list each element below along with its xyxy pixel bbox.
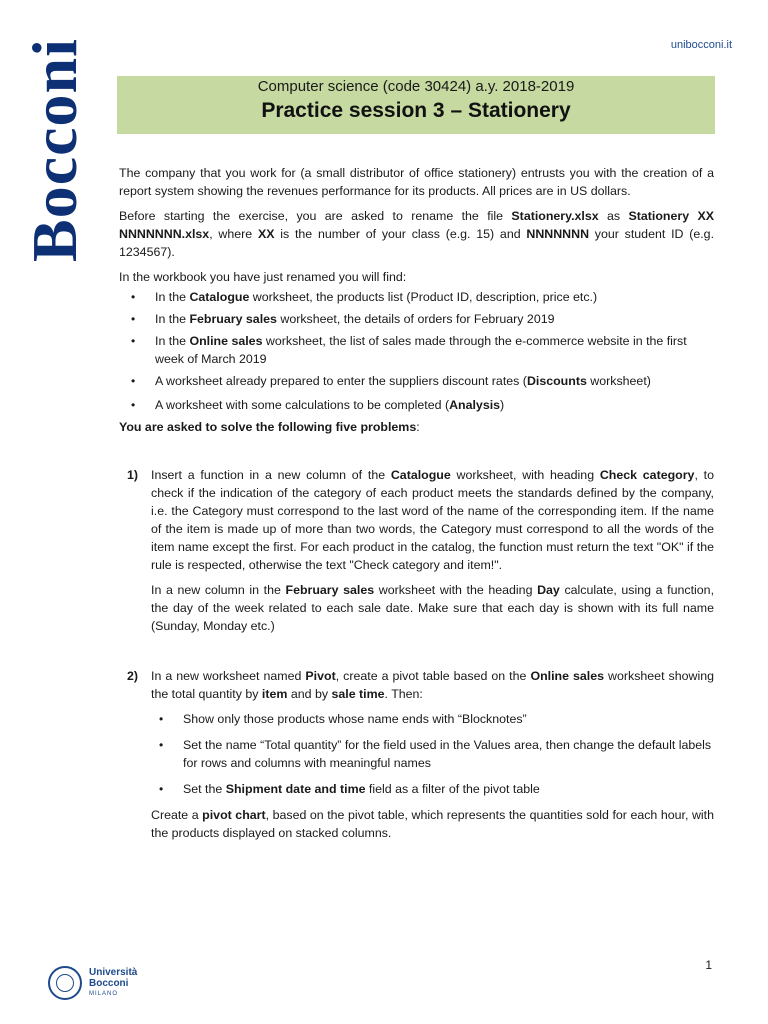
university-logo xyxy=(48,966,137,1000)
text: is the number of your class (e.g. 15) and xyxy=(274,227,527,241)
intro-paragraph-1: The company that you work for (a small distributor of office stationery) entrusts you with the creation of a report system showing the revenues performance for its products. All prices are in US dollars. xyxy=(119,166,714,198)
logo-line-3: MILANO xyxy=(89,990,119,997)
title-box xyxy=(117,76,715,134)
page-title: Practice session 3 – Stationery xyxy=(261,99,571,122)
list-item: • In the February sales worksheet, the details of orders for February 2019 xyxy=(119,310,714,328)
new-filename: Stationery XX NNNNNNN.xlsx xyxy=(119,209,714,241)
class-placeholder: XX xyxy=(257,227,275,241)
university-wordmark xyxy=(89,967,137,1000)
problem-2-paragraph-2: Create a pivot chart, based on the pivot table, which represents the quantities sold for each hour, with the products displayed on stacked columns. xyxy=(151,808,714,840)
university-seal-icon xyxy=(48,966,82,1000)
text: your student ID (e.g. 1234567). xyxy=(119,227,715,259)
problem-2 xyxy=(119,667,714,842)
intro-paragraph-3: In the workbook you have just renamed you will find: xyxy=(119,270,407,284)
text: Before starting the exercise, you are asked to rename the file xyxy=(119,209,512,223)
course-subtitle: Computer science (code 30424) a.y. 2018-2019 xyxy=(257,78,575,95)
problem-1-paragraph-1: Insert a function in a new column of the Catalogue worksheet, with heading Check category, to check if the indication of the category of each product meets the standards defined by the company, i.e. the Category must correspond to the last word of the name of the corresponding item. If the name of the item is made up of more than two words, the Category must correspond to all the words of the item name except the first. For each product in the catalog, the function must return the text "OK" if the rule is respected, otherwise the text "Check category and item!". xyxy=(151,468,714,572)
problem-1 xyxy=(119,466,714,635)
problem-2-paragraph-1: In a new worksheet named Pivot, create a pivot table based on the Online sales worksheet showing the total quantity by item and by sale time. Then: xyxy=(151,669,714,701)
text: as xyxy=(598,209,629,223)
filename: Stationery.xlsx xyxy=(511,209,599,223)
intro-paragraph-2 xyxy=(119,207,714,261)
logo-line-2: Bocconi xyxy=(89,977,129,989)
list-item: • In the Online sales worksheet, the list of sales made through the e-commerce website in the first week of March 2019 xyxy=(119,332,714,368)
problem-number: 1) xyxy=(127,468,139,482)
bocconi-side-logo xyxy=(19,30,90,270)
problem-1-paragraph-2: In a new column in the February sales worksheet with the heading Day calculate, using a function, the day of the week related to each sale date. Make sure that each day is shown with its full name (Sunday, Monday etc.) xyxy=(151,583,715,633)
document-body xyxy=(119,164,714,849)
problem-number: 2) xyxy=(127,669,139,683)
logo-line-1: Università xyxy=(89,966,138,978)
problems-heading: You are asked to solve the following five problems: xyxy=(119,420,420,434)
list-item: • Set the name “Total quantity” for the field used in the Values area, then change the default labels for rows and columns with meaningful names xyxy=(151,736,714,772)
list-item: • Show only those products whose name ends with “Blocknotes” xyxy=(151,710,714,728)
id-placeholder: NNNNNNN xyxy=(526,227,590,241)
pivot-requirements-list xyxy=(151,710,714,798)
list-item: • Set the Shipment date and time field as a filter of the pivot table xyxy=(151,780,714,798)
site-url: unibocconi.it xyxy=(670,39,732,51)
workbook-list xyxy=(119,288,714,414)
list-item: • A worksheet already prepared to enter the suppliers discount rates (Discounts worksheet) xyxy=(119,372,714,390)
side-logo-text: Bocconi xyxy=(19,38,90,262)
page-number: 1 xyxy=(705,958,712,972)
list-item: • In the Catalogue worksheet, the products list (Product ID, description, price etc.) xyxy=(119,288,714,306)
text: , where xyxy=(209,227,258,241)
list-item: • A worksheet with some calculations to be completed (Analysis) xyxy=(119,396,714,414)
